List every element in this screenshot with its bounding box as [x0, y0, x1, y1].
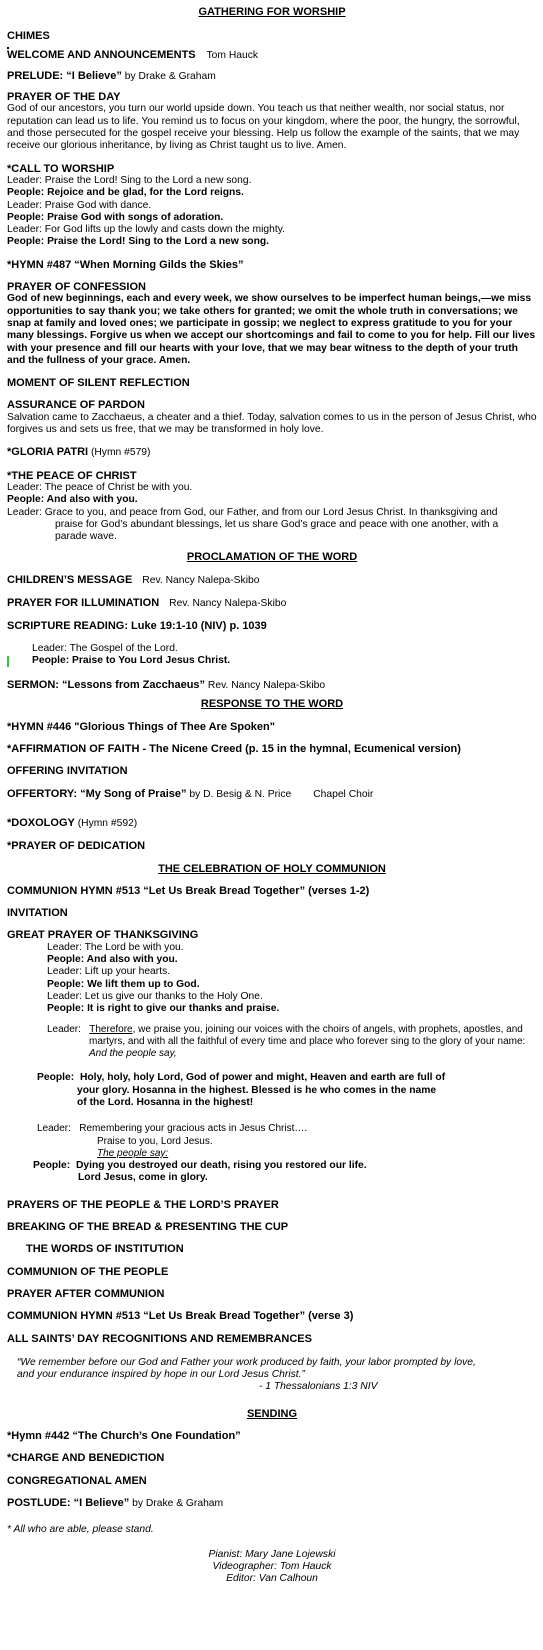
- breaking-bread: BREAKING OF THE BREAD & PRESENTING THE CUP: [7, 1221, 289, 1234]
- gp-3: People: We lift them up to God.: [47, 978, 200, 990]
- prayer-day-text: God of our ancestors, you turn our world upside down. You teach us that neither wealth, nor social status, nor reputation can lead us to life. You remind us to focus on your kingdom, where the poor, the hungry, the sorrowful, and those persecuted for the gospel receive your blessing. Help us follow the example of the saints, that we may receive our glorious inheritance, by living as Christ taught us to live. Amen.: [7, 103, 520, 152]
- affirmation: *AFFIRMATION OF FAITH - The Nicene Creed (p. 15 in the hymnal, Ecumenical version): [7, 743, 461, 756]
- call-2: Leader: Praise God with dance.: [7, 199, 152, 211]
- prayer-day-label: PRAYER OF THE DAY: [7, 91, 121, 104]
- call-1: People: Rejoice and be glad, for the Lord reigns.: [7, 187, 244, 199]
- gp-4: Leader: Let us give our thanks to the Holy One.: [47, 990, 263, 1002]
- remember-block: Leader: Remembering your gracious acts in Jesus Christ…. Praise to you, Lord Jesus. The people say:: [37, 1123, 308, 1159]
- welcome-person: Tom Hauck: [206, 49, 258, 61]
- pardon-text: Salvation came to Zacchaeus, a cheater and a thief. Today, salvation comes to us in the person of Jesus Christ, who forgives us and sets us free, that we may be transformed in holy love.: [7, 411, 537, 436]
- call-3: People: Praise God with songs of adoration.: [7, 211, 224, 223]
- editor: Editor: Van Calhoun: [226, 1573, 318, 1585]
- gathering-title: GATHERING FOR WORSHIP: [198, 6, 346, 18]
- gp-0: Leader: The Lord be with you.: [47, 941, 184, 953]
- call-4: Leader: For God lifts up the lowly and casts down the mighty.: [7, 224, 285, 236]
- pianist: Pianist: Mary Jane Lojewski: [208, 1548, 336, 1560]
- dedication: *PRAYER OF DEDICATION: [7, 840, 146, 853]
- peace-people: People: And also with you.: [7, 494, 138, 506]
- confession-text: God of new beginnings, each and every week, we show ourselves to be imperfect human beings,—we miss opportunities to say thank you; we take others for granted; we omit the whole truth in conversations; we snap at family and loved ones; we participate in gossip; we neglect to express gratitude to you for your many blessings. Forgive us when we accept our shortcomings and fail to come to you for help. Fill our lives with your presence and fill our hearts with your love, that we may bear witness to the depth of your truth and the fullness of your grace. Amen.: [7, 293, 536, 366]
- quote-ref: - 1 Thessalonians 1:3 NIV: [259, 1381, 378, 1393]
- hymn-513b: COMMUNION HYMN #513 “Let Us Break Bread Together” (verse 3): [7, 1310, 354, 1323]
- hymn-446: *HYMN #446 "Glorious Things of Thee Are Spoken": [7, 720, 275, 733]
- gp-2: Leader: Lift up your hearts.: [47, 966, 171, 978]
- offering-invitation: OFFERING INVITATION: [7, 765, 128, 778]
- pardon-label: ASSURANCE OF PARDON: [7, 399, 145, 412]
- charge: *CHARGE AND BENEDICTION: [7, 1452, 165, 1465]
- prayers-people: PRAYERS OF THE PEOPLE & THE LORD’S PRAYER: [7, 1198, 279, 1211]
- confession-label: PRAYER OF CONFESSION: [7, 281, 146, 294]
- videographer: Videographer: Tom Hauck: [212, 1560, 332, 1572]
- prelude-line: [7, 70, 537, 83]
- illumination-line: PRAYER FOR ILLUMINATION Rev. Nancy Nalepa-Skibo: [7, 596, 287, 609]
- great-prayer: GREAT PRAYER OF THANKSGIVING: [7, 929, 199, 942]
- dying-block: People: Dying you destroyed our death, rising you restored our life. Lord Jesus, come in glory.: [33, 1160, 367, 1184]
- silent-reflection: MOMENT OF SILENT REFLECTION: [7, 377, 190, 390]
- hymn-487: *HYMN #487 “When Morning Gilds the Skies”: [7, 258, 244, 271]
- bulletin: [7, 6, 537, 1585]
- call-label: *CALL TO WORSHIP: [7, 162, 115, 175]
- welcome-label: WELCOME AND ANNOUNCEMENTS: [7, 48, 196, 61]
- peace-leader-1: Leader: The peace of Christ be with you.: [7, 481, 193, 493]
- communion-title: THE CELEBRATION OF HOLY COMMUNION: [158, 862, 386, 875]
- words-institution: THE WORDS OF INSTITUTION: [26, 1243, 184, 1256]
- hymn-442: *Hymn #442 “The Church’s One Foundation”: [7, 1430, 241, 1443]
- gospel-people: People: Praise to You Lord Jesus Christ.: [32, 654, 231, 666]
- congregational-amen: CONGREGATIONAL AMEN: [7, 1474, 147, 1487]
- prelude-label: PRELUDE: “I Believe”: [7, 69, 122, 82]
- hymn-513a: COMMUNION HYMN #513 “Let Us Break Bread Together” (verses 1-2): [7, 884, 370, 897]
- postlude-line: POSTLUDE: “I Believe” by Drake & Graham: [7, 1496, 224, 1509]
- sermon-line: SERMON: “Lessons from Zacchaeus” Rev. Nancy Nalepa-Skibo: [7, 679, 326, 692]
- gloria-line: *GLORIA PATRI (Hymn #579): [7, 446, 151, 459]
- gp-1: People: And also with you.: [47, 954, 178, 966]
- welcome-line: [7, 49, 537, 62]
- call-0: Leader: Praise the Lord! Sing to the Lord a new song.: [7, 174, 252, 186]
- doxology-line: *DOXOLOGY (Hymn #592): [7, 816, 138, 829]
- chimes: CHIMES: [7, 30, 50, 43]
- stand-note: * All who are able, please stand.: [7, 1524, 154, 1536]
- children-line: CHILDREN’S MESSAGE Rev. Nancy Nalepa-Skibo: [7, 573, 260, 586]
- gp-5: People: It is right to give our thanks and praise.: [47, 1003, 280, 1015]
- therefore-block: Leader: Therefore, we praise you, joining our voices with the choirs of angels, with prophets, apostles, and martyrs, and with all the faithful of every time and place who forever sing to the glory of your name: And the people say,: [47, 1023, 526, 1060]
- sanctus-block: People: Holy, holy, holy Lord, God of power and might, Heaven and earth are full of your glory. Hosanna in the highest. Blessed is he who comes in the name of the Lord. Hosanna in the highest!: [37, 1072, 446, 1108]
- communion-people: COMMUNION OF THE PEOPLE: [7, 1265, 169, 1278]
- sending-title: SENDING: [246, 1407, 298, 1420]
- invitation: INVITATION: [7, 907, 68, 920]
- peace-label: *THE PEACE OF CHRIST: [7, 469, 137, 482]
- response-title: RESPONSE TO THE WORD: [200, 698, 344, 711]
- proclamation-title: PROCLAMATION OF THE WORD: [186, 551, 358, 564]
- saints-day: ALL SAINTS’ DAY RECOGNITIONS AND REMEMBRANCES: [7, 1332, 312, 1345]
- scripture: SCRIPTURE READING: Luke 19:1-10 (NIV) p. 1039: [7, 620, 267, 633]
- quote: “We remember before our God and Father your work produced by faith, your labor prompted by love, and your endurance inspired by hope in our Lord Jesus Christ.”: [17, 1356, 476, 1381]
- peace-leader-2: Leader: Grace to you, and peace from God, our Father, and from our Lord Jesus Christ. In thanksgiving and praise for God’s abundant blessings, let us share God’s grace and peace with one another, with a parade wave.: [7, 506, 499, 543]
- prayer-after: PRAYER AFTER COMMUNION: [7, 1287, 165, 1300]
- call-5: People: Praise the Lord! Sing to the Lord a new song.: [7, 236, 270, 248]
- prelude-by: by Drake & Graham: [121, 70, 216, 82]
- gospel-leader: Leader: The Gospel of the Lord.: [32, 642, 178, 654]
- offertory-line: OFFERTORY: “My Song of Praise” by D. Besig & N. Price Chapel Choir: [7, 787, 374, 800]
